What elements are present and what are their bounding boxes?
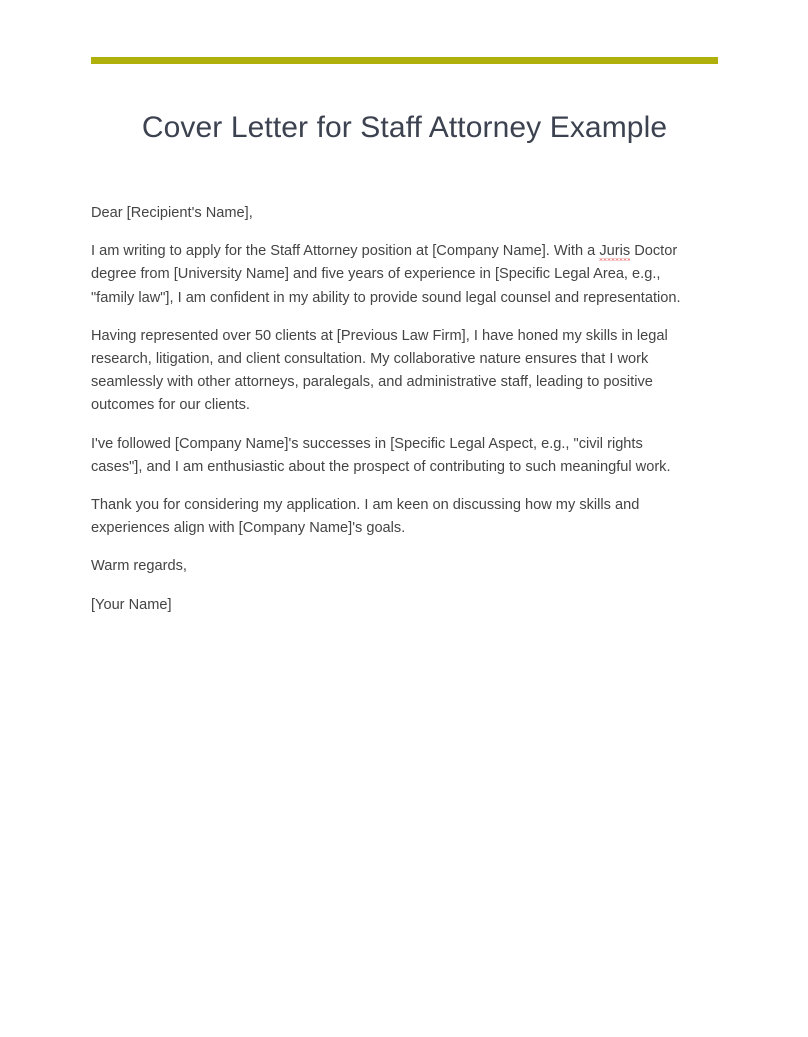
document-content	[91, 0, 718, 617]
page-title: Cover Letter for Staff Attorney Example	[141, 111, 668, 144]
letter-paragraph-2: Having represented over 50 clients at [Previous Law Firm], I have honed my skills in legal research, litigation, and client consultation. My collaborative nature ensures that I work seamlessly with other attorneys, paralegals, and administrative staff, leading to positive outcomes for our clients.	[91, 327, 668, 414]
spellcheck-underlined-word: Juris	[599, 243, 631, 260]
letter-body	[91, 146, 718, 617]
paragraph-1-text-after: Doctor degree from [University Name] and five years of experience in [Specific Legal Area, e.g., "family law"], I am confident in my ability to provide sound legal counsel and representation.	[91, 243, 681, 306]
letter-signature: [Your Name]	[91, 596, 172, 613]
paragraph-1-text-before: I am writing to apply for the Staff Attorney position at [Company Name]. With a	[91, 243, 600, 260]
letter-paragraph-4: Thank you for considering my application. I am keen on discussing how my skills and experiences align with [Company Name]'s goals.	[91, 497, 640, 537]
letter-salutation: Dear [Recipient's Name],	[91, 205, 253, 221]
accent-bar	[91, 57, 718, 64]
letter-paragraph-3: I've followed [Company Name]'s successes in [Specific Legal Aspect, e.g., "civil rights cases"], and I am enthusiastic about the prospect of contributing to such meaningful work.	[91, 435, 671, 475]
letter-paragraph-1	[91, 240, 695, 310]
letter-closing: Warm regards,	[91, 558, 187, 575]
